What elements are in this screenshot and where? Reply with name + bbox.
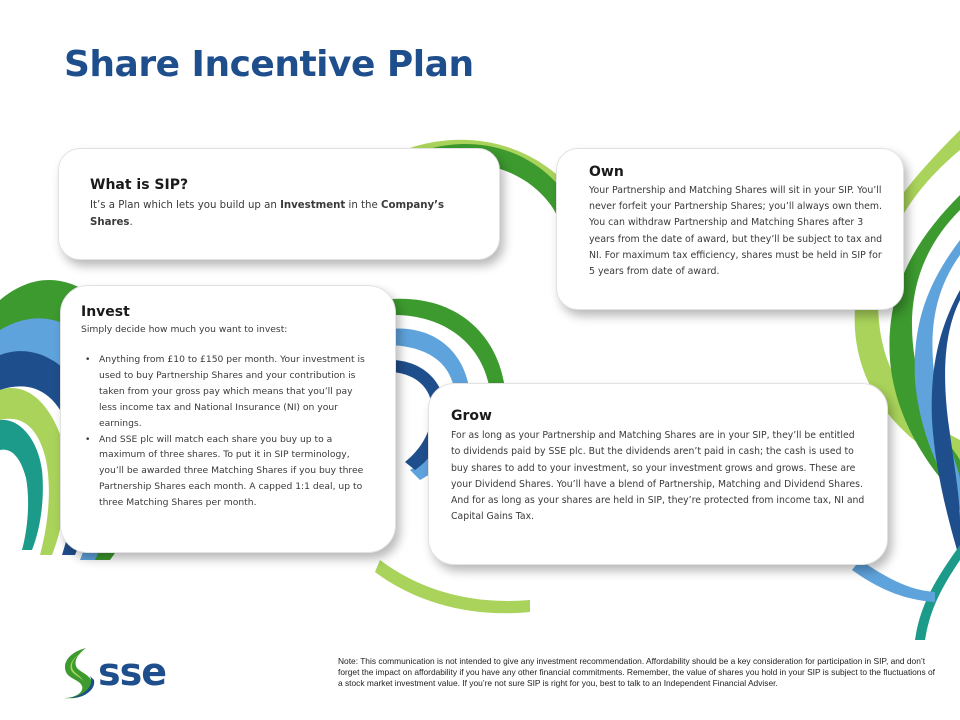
invest-intro: Simply decide how much you want to invest: — [81, 324, 288, 335]
sip-heading: What is SIP? — [90, 177, 189, 193]
invest-heading: Invest — [81, 304, 130, 320]
sip-text-2: in the — [345, 200, 381, 211]
grow-heading: Grow — [451, 408, 492, 424]
sip-text-3: . — [129, 217, 133, 228]
sip-text-1: It’s a Plan which lets you build up an — [90, 200, 281, 211]
invest-card — [60, 285, 396, 553]
own-heading: Own — [589, 164, 624, 180]
sip-bold-company-shares: Company’s Shares — [90, 200, 445, 228]
sip-bold-investment: Investment — [280, 200, 346, 211]
own-description: Your Partnership and Matching Shares will sit in your SIP. You’ll never forfeit your Partnership Shares; you’ll always own them. You can withdraw Partnership and Matching Shares after 3 years from the date of award, but they’ll be subject to tax and NI. For maximum tax efficiency, shares must be held in SIP for 5 years from date of award. — [589, 185, 883, 278]
own-card — [556, 148, 904, 310]
grow-description: For as long as your Partnership and Matching Shares are in your SIP, they’ll be entitled to dividends paid by SSE plc. But the dividends aren’t paid in cash; the cash is used to buy shares to add to your investment, so your investment grows and grows. These are your Dividend Shares. You’ll have a blend of Partnership, Matching and Dividend Shares. And for as long as your shares are held in SIP, they’re protected from income tax, NI and Capital Gains Tax. — [451, 430, 865, 523]
invest-bullet-item: • Anything from £10 to £150 per month. Your investment is used to buy Partnership Shares and your contribution is taken from your gross pay which means that you’ll pay less income tax and National Insurance (NI) on your earnings. — [81, 352, 371, 432]
wave-bottom-blue — [852, 560, 935, 602]
sse-swoosh-icon — [56, 646, 100, 700]
sse-logo-text: sse — [98, 650, 167, 694]
what-is-sip-card — [58, 148, 500, 260]
disclaimer-note: Note: This communication is not intended to give any investment recommendation. Affordability should be a key consideration for participation in SIP, and don’t forget the impact on affordability if you have any other financial commitments. Remember, the value of shares you hold in your SIP is subject to the fluctuations of a stock market investment value. If you’re not sure SIP is right for you, best to talk to an Independent Financial Adviser. — [338, 656, 935, 689]
sse-logo — [56, 646, 166, 702]
wave-bottom-green — [375, 560, 530, 613]
sip-description — [90, 197, 485, 231]
wave-left-teal — [0, 420, 43, 550]
page-title: Share Incentive Plan — [64, 44, 474, 85]
wave-right-blue-dark — [932, 290, 960, 560]
invest-bullet-list — [81, 352, 371, 511]
invest-bullet-item: • And SSE plc will match each share you buy up to a maximum of three shares. To put it in SIP terminology, you’ll be awarded three Matching Shares if you buy three Partnership Shares each month. A capped 1:1 deal, up to three Matching Shares per month. — [81, 432, 371, 512]
grow-card — [428, 383, 888, 565]
